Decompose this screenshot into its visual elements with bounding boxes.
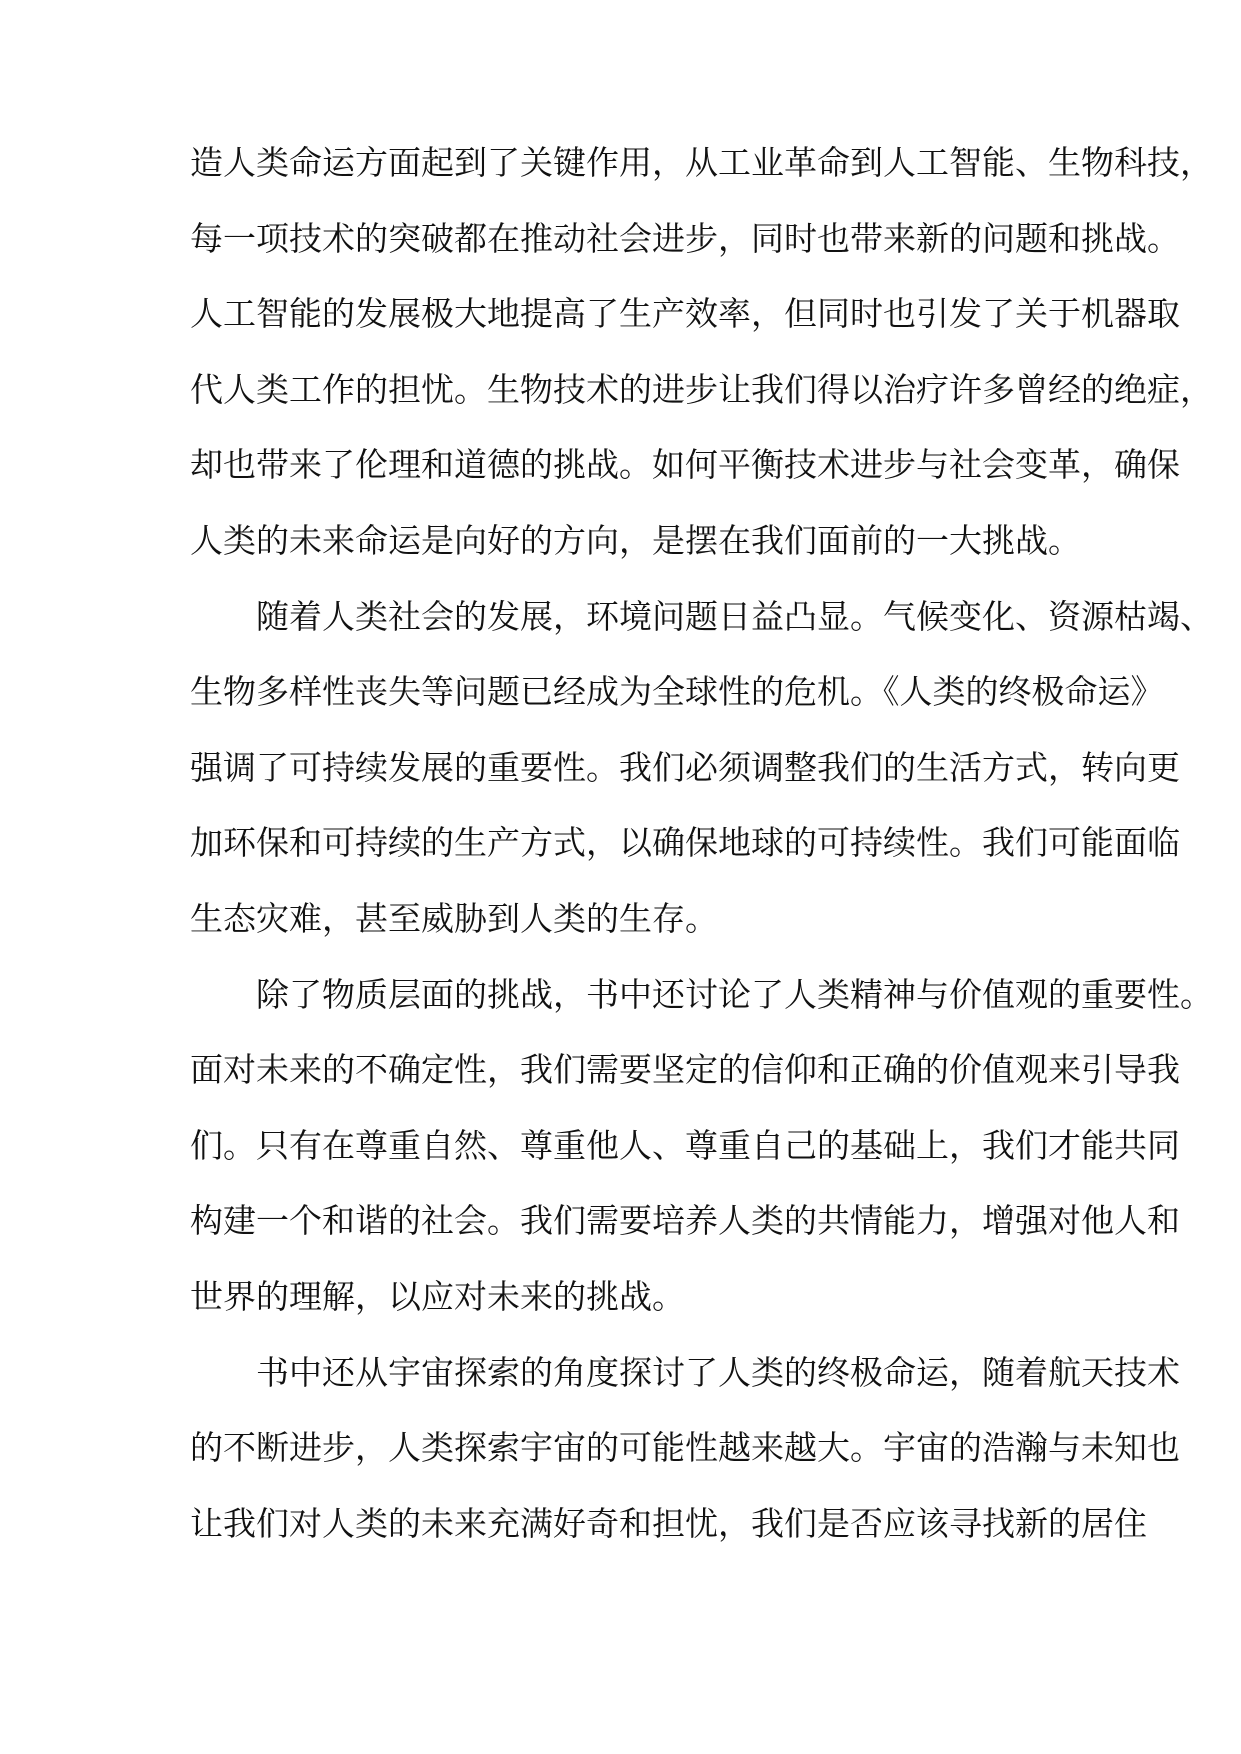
- text-line: 书中还从宇宙探索的角度探讨了人类的终极命运，随着航天技术: [256, 1352, 1180, 1392]
- text-line: 们。只有在尊重自然、尊重他人、尊重自己的基础上，我们才能共同: [190, 1125, 1180, 1165]
- text-line: 强调了可持续发展的重要性。我们必须调整我们的生活方式，转向更: [190, 747, 1180, 787]
- text-line: 生态灾难，甚至威胁到人类的生存。: [190, 898, 718, 938]
- text-line: 却也带来了伦理和道德的挑战。如何平衡技术进步与社会变革，确保: [190, 445, 1180, 485]
- text-line: 除了物质层面的挑战，书中还讨论了人类精神与价值观的重要性。: [256, 974, 1213, 1014]
- text-line: 随着人类社会的发展，环境问题日益凸显。气候变化、资源枯竭、: [256, 596, 1213, 636]
- text-line: 世界的理解，以应对未来的挑战。: [190, 1276, 685, 1316]
- text-line: 的不断进步，人类探索宇宙的可能性越来越大。宇宙的浩瀚与未知也: [190, 1428, 1180, 1468]
- text-line: 面对未来的不确定性，我们需要坚定的信仰和正确的价值观来引导我: [190, 1050, 1180, 1090]
- text-line: 人类的未来命运是向好的方向，是摆在我们面前的一大挑战。: [190, 520, 1081, 560]
- text-line: 加环保和可持续的生产方式，以确保地球的可持续性。我们可能面临: [190, 823, 1180, 863]
- text-line: 造人类命运方面起到了关键作用，从工业革命到人工智能、生物科技，: [190, 143, 1213, 182]
- text-line: 人工智能的发展极大地提高了生产效率，但同时也引发了关于机器取: [190, 294, 1180, 334]
- body-text: [190, 143, 1213, 1579]
- text-line: 代人类工作的担忧。生物技术的进步让我们得以治疗许多曾经的绝症，: [190, 369, 1213, 409]
- text-line: 生物多样性丧失等问题已经成为全球性的危机。《人类的终极命运》: [190, 672, 1164, 712]
- text-line: 让我们对人类的未来充满好奇和担忧，我们是否应该寻找新的居住: [190, 1503, 1147, 1543]
- text-line: 每一项技术的突破都在推动社会进步，同时也带来新的问题和挑战。: [190, 218, 1180, 258]
- text-line: 构建一个和谐的社会。我们需要培养人类的共情能力，增强对他人和: [190, 1201, 1180, 1241]
